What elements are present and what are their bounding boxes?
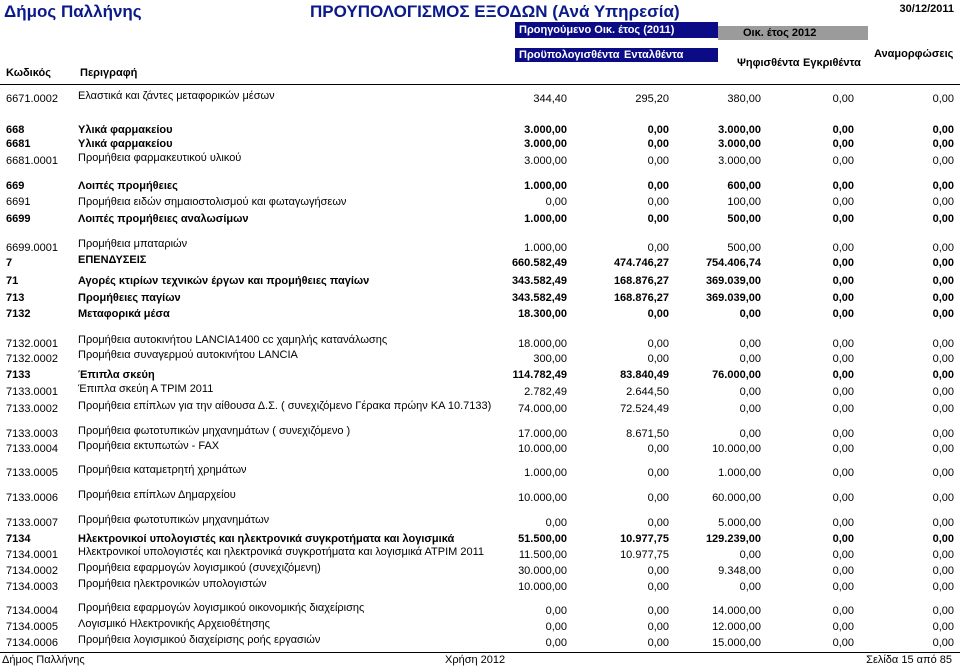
desc-header: Περιγραφή [80,67,138,79]
row-approved: 0,00 [832,196,854,208]
row-budgeted: 51.500,00 [518,533,567,545]
row-budgeted: 1.000,00 [524,180,567,192]
row-budgeted: 660.582,49 [511,257,567,269]
row-budgeted: 114.782,49 [512,369,567,381]
row-ordered: 2.644,50 [626,386,669,398]
table-row [0,196,960,210]
row-voted: 3.000,00 [718,124,761,136]
row-description: Ηλεκτρονικοί υπολογιστές και ηλεκτρονικά συγκροτήματα και λογισμικά [78,533,455,545]
row-adjustments: 0,00 [932,242,954,254]
row-budgeted: 30.000,00 [518,565,567,577]
row-code: 7133.0005 [6,467,58,479]
row-budgeted: 3.000,00 [524,155,567,167]
row-description: Προμήθεια αυτοκινήτου LANCIA1400 cc χαμηλής κατανάλωσης [78,334,388,346]
row-budgeted: 1.000,00 [524,467,567,479]
row-budgeted: 2.782,49 [524,386,567,398]
table-row [0,533,960,547]
row-adjustments: 0,00 [932,565,954,577]
row-voted: 129.239,00 [705,533,761,545]
row-description: Μεταφορικά μέσα [78,308,170,320]
row-approved: 0,00 [832,467,854,479]
row-ordered: 0,00 [647,155,669,167]
row-approved: 0,00 [832,517,854,529]
row-code: 7133.0001 [6,386,58,398]
row-ordered: 0,00 [647,213,669,225]
row-description: Προμήθεια λογισμικού διαχείρισης ροής εργασιών [78,634,321,646]
row-approved: 0,00 [832,213,854,225]
row-ordered: 10.977,75 [620,533,669,545]
row-code: 713 [6,292,25,304]
table-row [0,546,960,563]
row-approved: 0,00 [832,138,854,150]
row-code: 6671.0002 [6,93,58,105]
row-code: 7133.0003 [6,428,58,440]
row-adjustments: 0,00 [932,213,954,225]
row-code: 7132.0001 [6,338,58,350]
row-budgeted: 0,00 [545,637,567,649]
table-row [0,152,960,169]
ordered-header: Ενταλθέντα [624,49,684,61]
row-ordered: 0,00 [647,517,669,529]
row-approved: 0,00 [832,581,854,593]
row-ordered: 10.977,75 [620,549,669,561]
row-voted: 0,00 [739,308,761,320]
table-row [0,124,960,138]
row-budgeted: 74.000,00 [518,403,567,415]
row-code: 7134.0005 [6,621,58,633]
row-description: Προμήθεια φωτοτυπικών μηχανημάτων ( συνεχιζόμενο ) [78,425,351,437]
row-voted: 0,00 [739,353,761,365]
voted-header: Ψηφισθέντα [737,57,800,69]
row-approved: 0,00 [832,621,854,633]
row-description: Προμήθεια φαρμακευτικού υλικού [78,152,242,164]
row-voted: 500,00 [727,242,761,254]
table-row [0,213,960,227]
row-code: 7 [6,257,13,269]
row-code: 7132.0002 [6,353,58,365]
row-voted: 15.000,00 [712,637,761,649]
row-approved: 0,00 [832,338,854,350]
row-voted: 0,00 [739,386,761,398]
row-adjustments: 0,00 [932,605,954,617]
row-adjustments: 0,00 [932,93,954,105]
report-title: ΠΡΟΥΠΟΛΟΓΙΣΜΟΣ ΕΞΟΔΩΝ (Ανά Υπηρεσία) [310,2,680,21]
row-code: 7133.0006 [6,492,58,504]
row-description: ΕΠΕΝΔΥΣΕΙΣ [78,254,147,266]
row-ordered: 0,00 [647,637,669,649]
row-adjustments: 0,00 [932,369,954,381]
table-row [0,349,960,367]
row-adjustments: 0,00 [932,338,954,350]
row-ordered: 0,00 [647,308,669,320]
row-code: 7134.0002 [6,565,58,577]
row-budgeted: 0,00 [545,605,567,617]
row-voted: 0,00 [739,549,761,561]
table-row [0,464,960,481]
row-adjustments: 0,00 [932,467,954,479]
row-budgeted: 0,00 [545,196,567,208]
row-ordered: 0,00 [647,581,669,593]
row-budgeted: 10.000,00 [518,581,567,593]
approved-header: Εγκριθέντα [803,57,861,69]
row-budgeted: 17.000,00 [518,428,567,440]
row-ordered: 0,00 [647,124,669,136]
row-ordered: 0,00 [647,492,669,504]
row-ordered: 0,00 [647,443,669,455]
row-adjustments: 0,00 [932,533,954,545]
row-adjustments: 0,00 [932,257,954,269]
row-adjustments: 0,00 [932,581,954,593]
row-approved: 0,00 [832,428,854,440]
row-description: Προμήθειες παγίων [78,292,181,304]
row-ordered: 0,00 [647,242,669,254]
row-voted: 369.039,00 [705,275,761,287]
row-description: Προμήθεια μπαταριών [78,238,188,250]
table-row [0,254,960,271]
row-adjustments: 0,00 [932,443,954,455]
row-approved: 0,00 [832,549,854,561]
row-ordered: 8.671,50 [626,428,669,440]
row-voted: 3.000,00 [718,155,761,167]
row-ordered: 295,20 [635,93,669,105]
table-row [0,138,960,152]
row-code: 7133.0004 [6,443,58,455]
row-ordered: 168.876,27 [613,292,669,304]
row-budgeted: 344,40 [533,93,567,105]
row-ordered: 83.840,49 [620,369,669,381]
row-approved: 0,00 [832,492,854,504]
table-row [0,180,960,194]
row-code: 7133.0007 [6,517,58,529]
row-approved: 0,00 [832,124,854,136]
row-description: Προμήθεια συναγερμού αυτοκινήτου LANCIA [78,349,298,361]
row-voted: 0,00 [739,581,761,593]
table-row [0,634,960,651]
row-voted: 12.000,00 [712,621,761,633]
row-budgeted: 18.300,00 [518,308,567,320]
row-description: Προμήθεια εκτυπωτών - FAX [78,440,220,452]
row-code: 6681 [6,138,31,150]
adjustments-header: Αναμορφώσεις [874,48,954,60]
row-voted: 500,00 [727,213,761,225]
row-ordered: 72.524,49 [620,403,669,415]
row-code: 7133 [6,369,31,381]
row-voted: 5.000,00 [718,517,761,529]
row-ordered: 0,00 [647,467,669,479]
row-approved: 0,00 [832,257,854,269]
row-adjustments: 0,00 [932,637,954,649]
row-description: Προμήθεια καταμετρητή χρημάτων [78,464,247,476]
table-row [0,308,960,322]
row-adjustments: 0,00 [932,275,954,287]
row-approved: 0,00 [832,533,854,545]
row-ordered: 0,00 [647,138,669,150]
budgeted-header: Προϋπολογισθέντα [519,49,620,61]
table-row [0,618,960,635]
row-description: Αγορές κτιρίων τεχνικών έργων και προμήθειες παγίων [78,275,370,287]
row-ordered: 168.876,27 [613,275,669,287]
row-approved: 0,00 [832,275,854,287]
prev-year-header: Προηγούμενο Οικ. έτος (2011) [519,24,675,36]
row-budgeted: 1.000,00 [524,242,567,254]
row-description: Λογισμικό Ηλεκτρονικής Αρχειοθέτησης [78,618,270,630]
row-adjustments: 0,00 [932,292,954,304]
row-ordered: 0,00 [647,605,669,617]
row-budgeted: 11.500,00 [518,549,567,561]
row-voted: 60.000,00 [712,492,761,504]
municipality-title: Δήμος Παλλήνης [4,2,142,21]
row-code: 7132 [6,308,31,320]
table-row [0,562,960,579]
table-row [0,514,960,531]
table-row [0,275,960,289]
row-description: Έπιπλα σκεύη [78,369,155,381]
row-adjustments: 0,00 [932,124,954,136]
row-voted: 1.000,00 [718,467,761,479]
row-adjustments: 0,00 [932,353,954,365]
row-ordered: 0,00 [647,196,669,208]
row-budgeted: 300,00 [533,353,567,365]
row-approved: 0,00 [832,605,854,617]
row-voted: 600,00 [727,180,761,192]
row-approved: 0,00 [832,637,854,649]
row-adjustments: 0,00 [932,621,954,633]
report-date: 30/12/2011 [899,3,954,15]
row-description: Υλικά φαρμακείου [78,124,173,136]
table-row [0,400,960,417]
row-ordered: 0,00 [647,621,669,633]
row-approved: 0,00 [832,369,854,381]
row-description: Λοιπές προμήθειες [78,180,178,192]
row-description: Προμήθεια ηλεκτρονικών υπολογιστών [78,578,267,590]
row-description: Προμήθεια ειδών σημαιοστολισμού και φωταγωγήσεων [78,196,347,208]
row-budgeted: 0,00 [545,517,567,529]
row-code: 6691 [6,196,31,208]
code-header: Κωδικός [6,67,51,79]
row-description: Προμήθεια επίπλων για την αίθουσα Δ.Σ. ( συνεχιζόμενο Γέρακα πρώην ΚΑ 10.7133) [78,400,492,412]
row-budgeted: 0,00 [545,621,567,633]
row-ordered: 0,00 [647,353,669,365]
row-adjustments: 0,00 [932,180,954,192]
row-description: Υλικά φαρμακείου [78,138,173,150]
row-ordered: 0,00 [647,180,669,192]
row-voted: 100,00 [727,196,761,208]
footer-page-number: Σελίδα 15 από 85 [866,654,952,666]
row-adjustments: 0,00 [932,155,954,167]
row-budgeted: 343.582,49 [511,275,567,287]
row-budgeted: 1.000,00 [524,213,567,225]
row-description: Έπιπλα σκεύη Α ΤΡΙΜ 2011 [78,383,214,395]
row-adjustments: 0,00 [932,138,954,150]
table-row [0,602,960,619]
row-voted: 0,00 [739,428,761,440]
row-voted: 754.406,74 [705,257,761,269]
row-approved: 0,00 [832,353,854,365]
row-description: Ηλεκτρονικοί υπολογιστές και ηλεκτρονικά συγκροτήματα και λογισμικά ΑΤΡΙΜ 2011 [78,546,484,558]
footer-municipality: Δήμος Παλλήνης [2,654,85,666]
row-voted: 380,00 [727,93,761,105]
row-approved: 0,00 [832,155,854,167]
cur-year-header: Οικ. έτος 2012 [743,27,817,39]
row-voted: 0,00 [739,403,761,415]
row-adjustments: 0,00 [932,492,954,504]
row-adjustments: 0,00 [932,196,954,208]
row-approved: 0,00 [832,93,854,105]
table-row [0,292,960,306]
row-adjustments: 0,00 [932,308,954,320]
table-row [0,578,960,595]
row-voted: 14.000,00 [712,605,761,617]
row-code: 668 [6,124,25,136]
row-code: 7134.0003 [6,581,58,593]
row-description: Προμήθεια εφαρμογών λογισμικού οικονομικής διαχείρισης [78,602,365,614]
row-approved: 0,00 [832,386,854,398]
row-approved: 0,00 [832,308,854,320]
row-code: 7134.0004 [6,605,58,617]
row-code: 6699 [6,213,31,225]
table-row [0,489,960,506]
row-voted: 0,00 [739,338,761,350]
row-approved: 0,00 [832,565,854,577]
row-description: Προμήθεια επίπλων Δημαρχείου [78,489,236,501]
row-voted: 9.348,00 [718,565,761,577]
row-description: Ελαστικά και ζάντες μεταφορικών μέσων [78,90,275,102]
row-budgeted: 18.000,00 [518,338,567,350]
row-code: 6699.0001 [6,242,58,254]
row-budgeted: 10.000,00 [518,492,567,504]
row-adjustments: 0,00 [932,549,954,561]
row-ordered: 474.746,27 [613,257,669,269]
row-adjustments: 0,00 [932,403,954,415]
row-description: Λοιπές προμήθειες αναλωσίμων [78,213,249,225]
row-approved: 0,00 [832,242,854,254]
footer-fiscal-year: Χρήση 2012 [445,654,506,666]
row-approved: 0,00 [832,180,854,192]
row-adjustments: 0,00 [932,517,954,529]
table-row [0,90,960,107]
table-row [0,383,960,400]
row-approved: 0,00 [832,292,854,304]
row-voted: 3.000,00 [718,138,761,150]
row-budgeted: 343.582,49 [511,292,567,304]
row-code: 6681.0001 [6,155,58,167]
row-voted: 369.039,00 [705,292,761,304]
footer-divider [0,652,960,653]
row-code: 7133.0002 [6,403,58,415]
row-budgeted: 3.000,00 [524,124,567,136]
row-budgeted: 10.000,00 [518,443,567,455]
row-approved: 0,00 [832,443,854,455]
table-row [0,440,960,457]
row-description: Προμήθεια εφαρμογών λογισμικού (συνεχιζόμενη) [78,562,321,574]
row-code: 71 [6,275,19,287]
row-code: 7134.0006 [6,637,58,649]
row-approved: 0,00 [832,403,854,415]
row-description: Προμήθεια φωτοτυπικών μηχανημάτων [78,514,270,526]
row-voted: 76.000,00 [712,369,761,381]
row-ordered: 0,00 [647,565,669,577]
row-adjustments: 0,00 [932,428,954,440]
row-budgeted: 3.000,00 [524,138,567,150]
row-adjustments: 0,00 [932,386,954,398]
row-ordered: 0,00 [647,338,669,350]
table-row [0,369,960,383]
header-divider [0,84,960,85]
row-voted: 10.000,00 [712,443,761,455]
row-code: 669 [6,180,25,192]
row-code: 7134.0001 [6,549,58,561]
row-code: 7134 [6,533,31,545]
